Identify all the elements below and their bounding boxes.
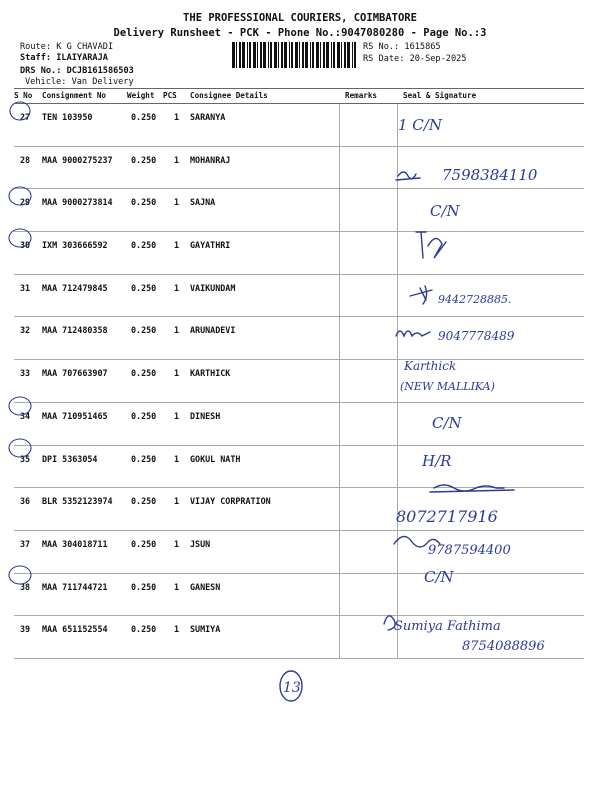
column-divider (397, 189, 398, 231)
cell-consignee: KARTHICK (190, 368, 231, 379)
barcode-bar (326, 42, 329, 68)
cell-consignment: MAA 651152554 (42, 624, 108, 635)
cell-consignee: JSUN (190, 538, 211, 549)
barcode-bar (284, 42, 287, 68)
barcode-bar (268, 42, 269, 68)
barcode-bar (341, 42, 342, 68)
barcode-image (232, 42, 358, 68)
barcode-bar (253, 42, 256, 68)
barcode-bar (236, 42, 237, 68)
cell-consignee: MOHANRAJ (190, 154, 231, 165)
table-row (14, 403, 584, 446)
barcode-bar (232, 42, 235, 68)
column-divider (339, 189, 340, 231)
cell-consignment: MAA 9000273814 (42, 197, 113, 208)
cell-consignee: GAYATHRI (190, 240, 231, 251)
barcode-bar (274, 42, 277, 68)
cell-sno: 29 (20, 197, 31, 208)
barcode-bar (291, 42, 293, 68)
cell-sno: 28 (20, 154, 31, 165)
drs-number: DRS No.: DCJB161586503 (20, 66, 134, 76)
cell-sno: 35 (20, 453, 31, 464)
column-divider (397, 616, 398, 658)
table-row (14, 104, 584, 147)
table-row (14, 189, 584, 232)
cell-pcs: 1 (174, 496, 180, 507)
cell-consignment: MAA 712480358 (42, 325, 108, 336)
col-weight: Weight (127, 91, 155, 100)
cell-pcs: 1 (174, 154, 180, 165)
cell-sno: 34 (20, 410, 31, 421)
barcode-bar (247, 42, 248, 68)
hw-row31: 9442728885. (438, 293, 512, 306)
runsheet-table (14, 88, 584, 659)
hw-row33-name: Karthick (404, 359, 457, 373)
cell-pcs: 1 (174, 240, 180, 251)
table-row (14, 317, 584, 360)
cell-sno: 31 (20, 282, 31, 293)
cell-pcs: 1 (174, 453, 180, 464)
column-divider (339, 403, 340, 445)
col-consignment: Consignment No (42, 91, 107, 100)
cell-consignment: MAA 711744721 (42, 581, 108, 592)
cell-weight: 0.250 (131, 282, 157, 293)
cell-sno: 36 (20, 496, 31, 507)
barcode-bar (316, 42, 319, 68)
barcode-bar (242, 42, 245, 68)
cell-weight: 0.250 (131, 410, 157, 421)
table-row (14, 275, 584, 318)
hw-row39-phone: 8754088896 (462, 639, 545, 654)
hw-row36: 8072717916 (396, 507, 498, 526)
cell-sno: 30 (20, 240, 31, 251)
cell-pcs: 1 (174, 538, 180, 549)
barcode-bar (278, 42, 279, 68)
barcode-bar (320, 42, 321, 68)
barcode-bar (249, 42, 251, 68)
cell-weight: 0.250 (131, 538, 157, 549)
table-row (14, 616, 584, 659)
cell-consignee: VIJAY CORPRATION (190, 496, 271, 507)
table-row (14, 446, 584, 489)
cell-consignment: BLR 5352123974 (42, 496, 113, 507)
cell-consignment: IXM 303666592 (42, 240, 108, 251)
column-divider (397, 488, 398, 530)
hw-row28: 7598384110 (442, 166, 538, 184)
cell-consignee: VAIKUNDAM (190, 282, 236, 293)
cell-consignment: MAA 304018711 (42, 538, 108, 549)
hw-row33-note: (NEW MALLIKA) (400, 380, 495, 393)
cell-weight: 0.250 (131, 496, 157, 507)
barcode-bar (312, 42, 314, 68)
table-row (14, 232, 584, 275)
col-remarks: Remarks (345, 91, 378, 100)
route-label: Route: K G CHAVADI (20, 42, 114, 52)
column-divider (397, 446, 398, 488)
barcode-bar (354, 42, 356, 68)
cell-pcs: 1 (174, 368, 180, 379)
cell-sno: 33 (20, 368, 31, 379)
cell-weight: 0.250 (131, 197, 157, 208)
cell-pcs: 1 (174, 581, 180, 592)
cell-pcs: 1 (174, 197, 180, 208)
runsheet-subtitle: Delivery Runsheet - PCK - Phone No.:9047080280 - Page No.:3 (113, 27, 487, 39)
column-divider (397, 147, 398, 189)
column-divider (339, 616, 340, 658)
cell-sno: 32 (20, 325, 31, 336)
cell-consignee: SAJNA (190, 197, 216, 208)
barcode-bar (344, 42, 346, 68)
cell-weight: 0.250 (131, 154, 157, 165)
column-divider (339, 574, 340, 616)
company-title: THE PROFESSIONAL COURIERS, COIMBATORE (183, 12, 417, 24)
cell-weight: 0.250 (131, 624, 157, 635)
cell-weight: 0.250 (131, 453, 157, 464)
hw-row27: 1 C/N (398, 116, 442, 134)
cell-weight: 0.250 (131, 240, 157, 251)
rs-number: RS No.: 1615865 (363, 42, 441, 52)
hw-footer-mark: 13 (283, 680, 301, 696)
column-divider (397, 574, 398, 616)
barcode-bar (331, 42, 332, 68)
column-divider (339, 275, 340, 317)
barcode-bar (299, 42, 300, 68)
cell-pcs: 1 (174, 325, 180, 336)
barcode-bar (352, 42, 353, 68)
barcode-bar (239, 42, 241, 68)
barcode-bar (263, 42, 266, 68)
cell-pcs: 1 (174, 112, 180, 122)
table-row (14, 488, 584, 531)
cell-consignee: SARANYA (190, 112, 226, 122)
cell-weight: 0.250 (131, 325, 157, 336)
column-divider (339, 488, 340, 530)
cell-sno: 37 (20, 538, 31, 549)
barcode-bar (310, 42, 311, 68)
column-divider (397, 360, 398, 402)
barcode-bar (333, 42, 335, 68)
barcode-bar (302, 42, 304, 68)
barcode-bar (281, 42, 283, 68)
column-divider (339, 232, 340, 274)
cell-pcs: 1 (174, 624, 180, 635)
cell-pcs: 1 (174, 410, 180, 421)
table-row (14, 147, 584, 190)
barcode-bar (337, 42, 340, 68)
table-row (14, 574, 584, 617)
barcode-bar (257, 42, 258, 68)
cell-consignment: TEN 103950 (42, 112, 93, 122)
hw-row37: 9787594400 (428, 543, 511, 558)
hw-row32: 9047778489 (438, 329, 515, 343)
barcode-bar (260, 42, 262, 68)
cell-sno: 38 (20, 581, 31, 592)
column-divider (339, 531, 340, 573)
table-row (14, 360, 584, 403)
hw-row34: C/N (432, 414, 462, 432)
column-divider (397, 317, 398, 359)
col-sno: S No (14, 91, 33, 100)
cell-consignment: MAA 9000275237 (42, 154, 113, 165)
col-seal: Seal & Signature (403, 91, 477, 100)
column-divider (339, 446, 340, 488)
cell-sno: 39 (20, 624, 31, 635)
staff-label: Staff: ILAIYARAJA (20, 53, 108, 63)
barcode-bar (289, 42, 290, 68)
barcode-bar (305, 42, 308, 68)
hw-row39-name: Sumiya Fathima (394, 619, 501, 634)
cell-consignment: MAA 707663907 (42, 368, 108, 379)
hw-row38: C/N (424, 568, 454, 586)
cell-weight: 0.250 (131, 581, 157, 592)
table-row (14, 531, 584, 574)
cell-pcs: 1 (174, 282, 180, 293)
column-divider (397, 232, 398, 274)
cell-consignee: SUMIYA (190, 624, 221, 635)
barcode-bar (295, 42, 298, 68)
cell-weight: 0.250 (131, 112, 157, 122)
rs-date: RS Date: 20-Sep-2025 (363, 54, 467, 64)
table-header (14, 88, 584, 104)
barcode-bar (270, 42, 272, 68)
column-divider (397, 104, 398, 146)
cell-weight: 0.250 (131, 368, 157, 379)
cell-sno: 27 (20, 112, 31, 122)
hw-row35: H/R (422, 452, 452, 470)
cell-consignment: MAA 712479845 (42, 282, 108, 293)
cell-consignee: GOKUL NATH (190, 453, 241, 464)
column-divider (339, 317, 340, 359)
column-divider (397, 275, 398, 317)
col-pcs: PCS (163, 91, 177, 100)
cell-consignee: GANESN (190, 581, 221, 592)
column-divider (397, 531, 398, 573)
hw-row29: C/N (430, 202, 460, 220)
cell-consignee: DINESH (190, 410, 221, 421)
column-divider (339, 360, 340, 402)
cell-consignment: MAA 710951465 (42, 410, 108, 421)
cell-consignee: ARUNADEVI (190, 325, 236, 336)
column-divider (339, 147, 340, 189)
barcode-bar (323, 42, 325, 68)
vehicle-label: Vehicle: Van Delivery (25, 77, 134, 87)
column-divider (339, 104, 340, 146)
cell-consignment: DPI 5363054 (42, 453, 98, 464)
col-consignee: Consignee Details (190, 91, 268, 100)
column-divider (397, 403, 398, 445)
barcode-bar (347, 42, 350, 68)
